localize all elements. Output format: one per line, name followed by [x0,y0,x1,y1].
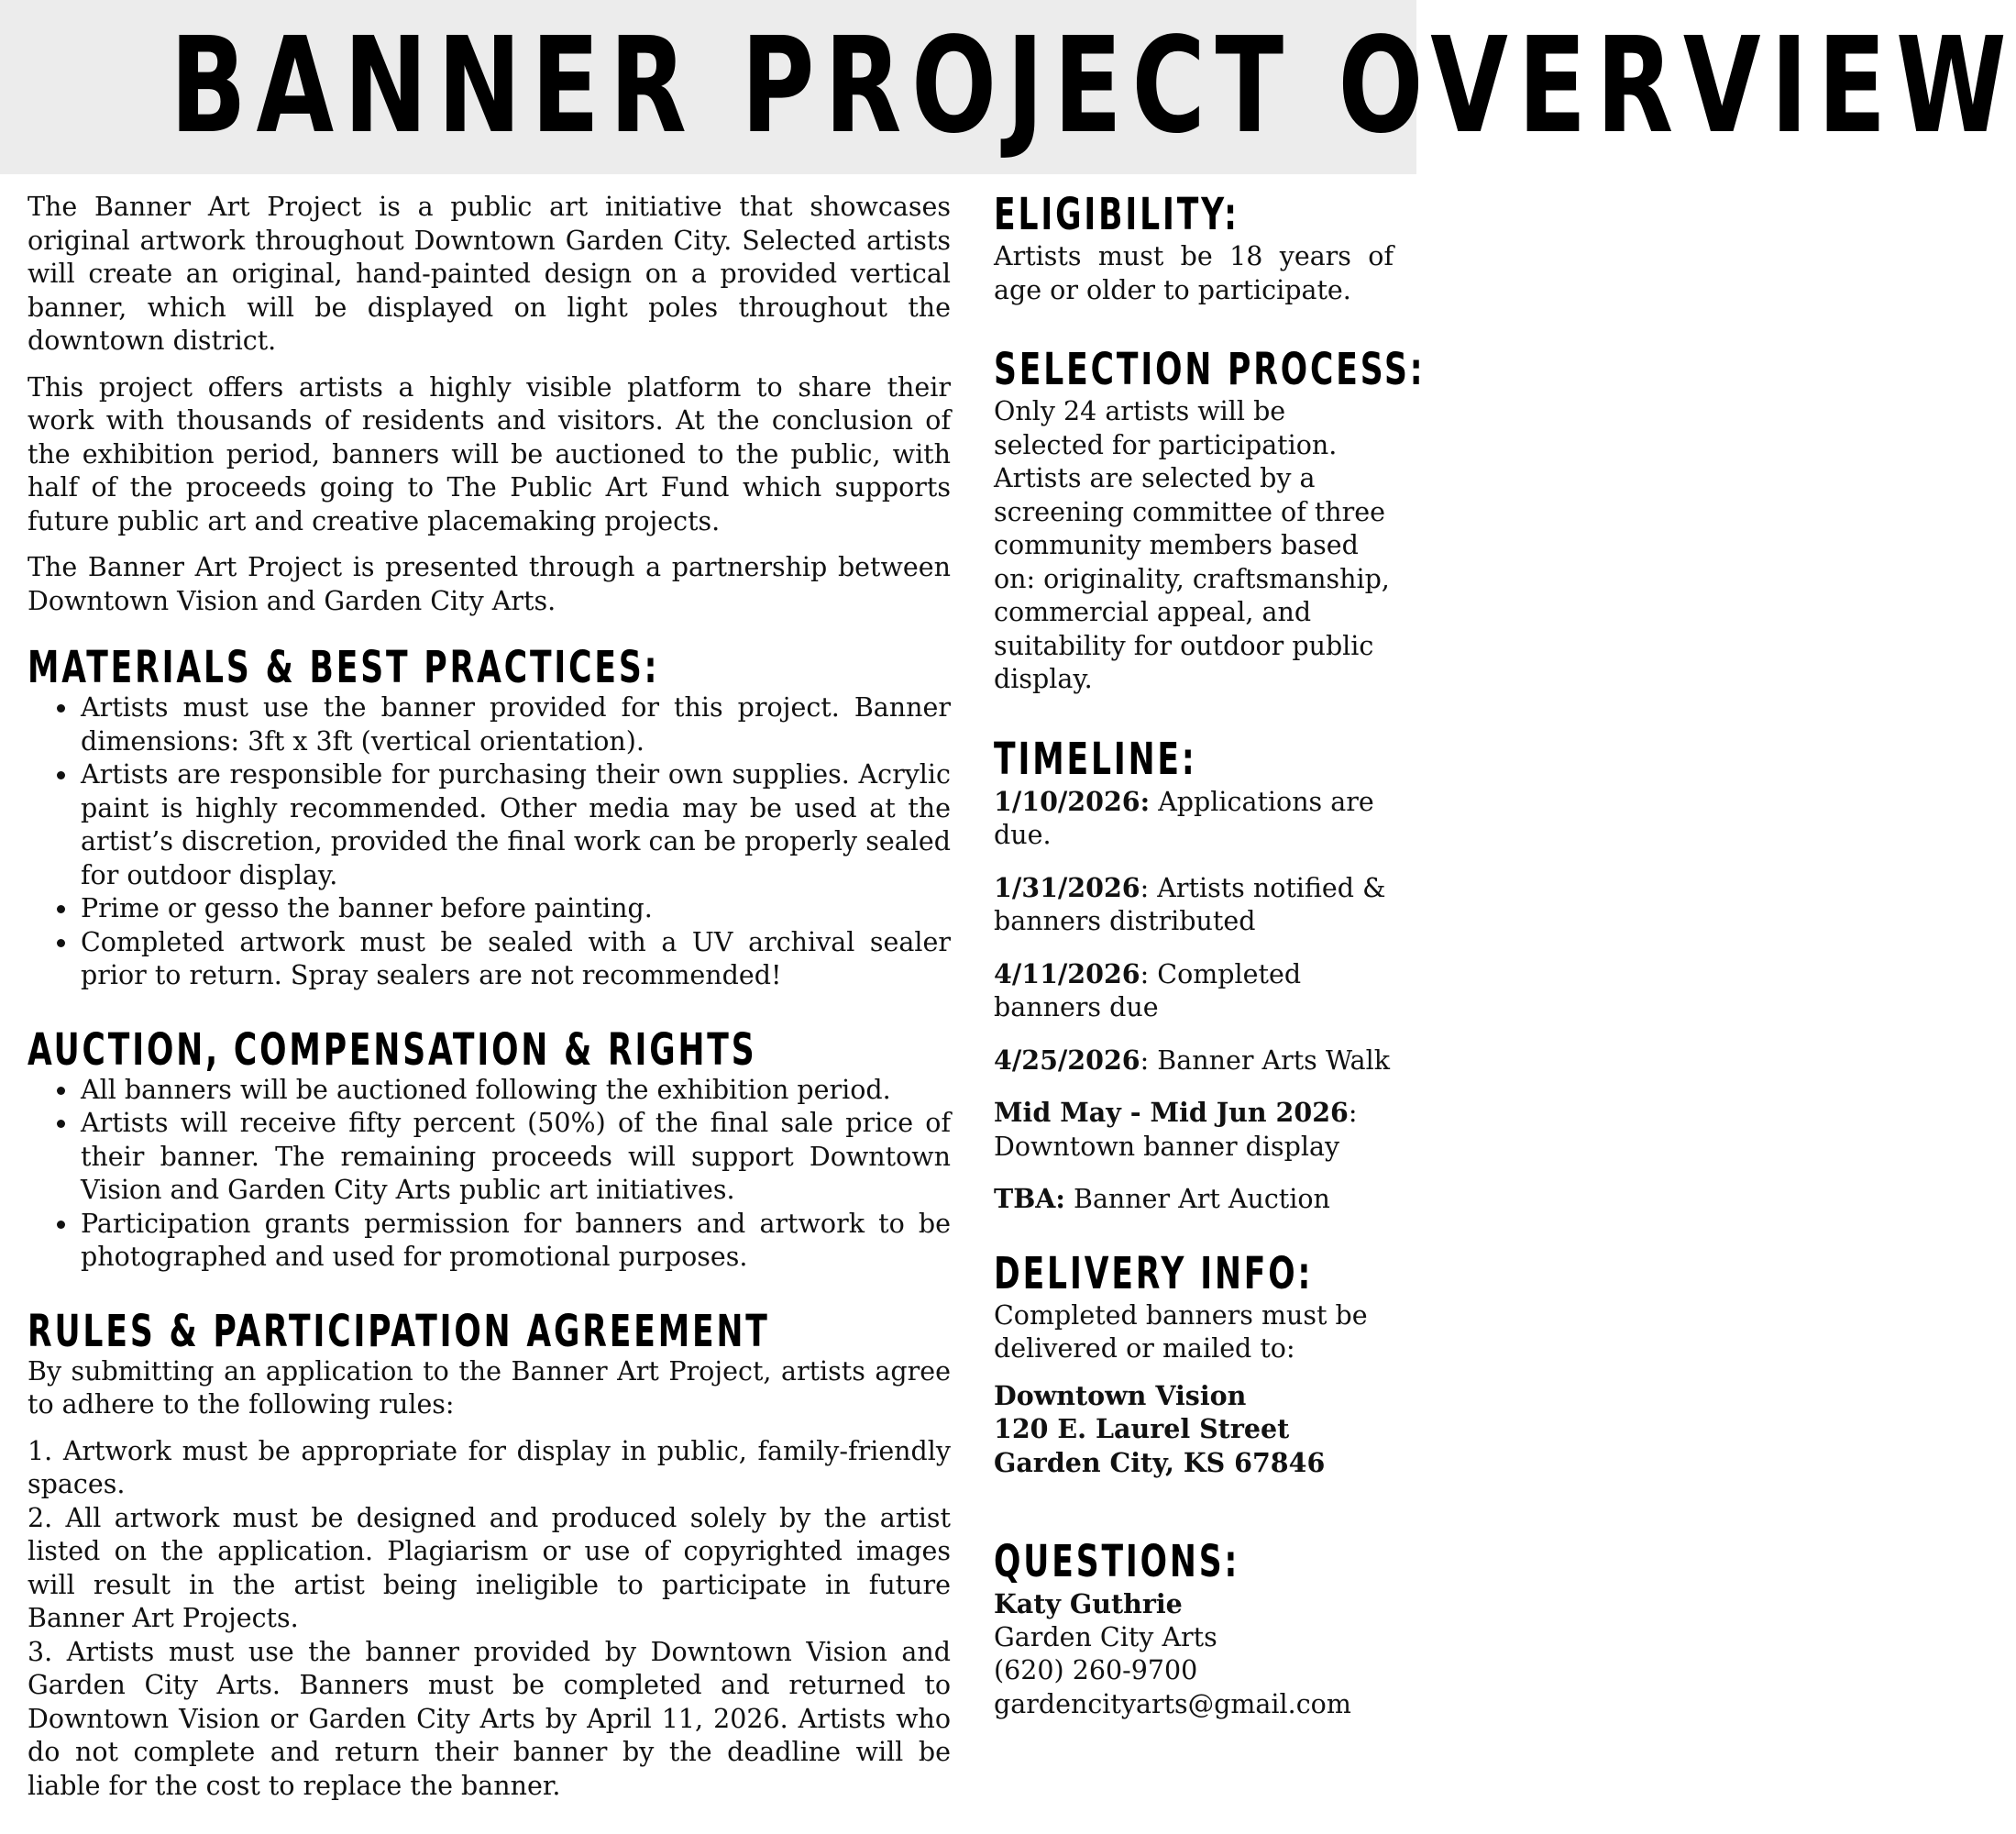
selection-text: Only 24 artists will be selected for participation. Artists are selected by a screening committee of three community members based on: originality, craftsmanship, commercial appeal, and suitability for outdoor public display. [994,396,1390,694]
timeline-text: : Completed banners due [994,958,1302,1022]
rule-item: 1. Artwork must be appropriate for display in public, family-friendly spaces. [28,1435,951,1499]
rule-item: 3. Artists must use the banner provided by Downtown Vision and Garden City Arts. Banners must be completed and returned to Downtown Vision or Garden City Arts by April 11, 2026. Artists who do not complete and return their banner by the deadline will be liable for the cost to replace the banner. [28,1636,951,1801]
address-line: 120 E. Laurel Street [994,1413,1290,1444]
timeline-section [994,735,1394,1217]
timeline-item [994,1044,1394,1078]
contact-name: Katy Guthrie [994,1588,1183,1619]
timeline-item [994,785,1394,853]
timeline-text: : Artists notified & banners distributed [994,872,1386,936]
eligibility-text: Artists must be 18 years of age or older to participate. [994,241,1394,305]
rules-intro: By submitting an application to the Banner Art Project, artists agree to adhere to the following rules: [28,1355,951,1420]
timeline-item [994,871,1394,939]
timeline-text: : Banner Arts Walk [1140,1044,1391,1076]
timeline-heading: TIMELINE: [994,733,1197,785]
timeline-date: TBA: [994,1183,1065,1214]
timeline-date: 1/31/2026 [994,871,1140,903]
intro-paragraph: This project offers artists a highly visible platform to share their work with thousands of residents and visitors. At the conclusion of the exhibition period, banners will be auctioned to the public, with half of the proceeds going to The Public Art Fund which supports future public art and creative placemaking projects. [28,371,951,536]
rules-list [28,1435,951,1804]
timeline-date: Mid May - Mid Jun 2026 [994,1097,1349,1128]
intro-paragraph: The Banner Art Project is a public art initiative that showcases original artwork throughout Downtown Garden City. Selected artists will create an original, hand-painted design on a provided vertical banner, which will be displayed on light poles throughout the downtown district. [28,192,951,356]
timeline-text: Applications are due. [994,786,1374,850]
rules-heading: RULES & PARTICIPATION AGREEMENT [28,1305,770,1357]
right-column [994,189,1426,1721]
delivery-heading: DELIVERY INFO: [994,1247,1314,1299]
list-item: • Artists are responsible for purchasing their own supplies. Acrylic paint is highly recommended. Other media may be used at the artist’s discretion, provided the final work can be properly sealed for outdoor display. [79,758,951,892]
address-line: Downtown Vision [994,1379,1247,1411]
auction-heading: AUCTION, COMPENSATION & RIGHTS [28,1023,757,1076]
eligibility-section [994,191,1394,307]
list-item: • All banners will be auctioned following the exhibition period. [79,1074,951,1108]
list-item: • Prime or gesso the banner before painting. [79,892,951,926]
contact-phone: (620) 260-9700 [994,1655,1198,1685]
list-item: • Artists will receive fifty percent (50%) of the final sale price of their banner. The remaining proceeds will support Downtown Vision and Garden City Arts public art initiatives. [79,1107,951,1208]
delivery-text: Completed banners must be delivered or mailed to: [994,1299,1368,1364]
address-line: Garden City, KS 67846 [994,1446,1326,1478]
questions-section [994,1538,1394,1721]
list-item: • Participation grants permission for banners and artwork to be photographed and used for promotional purposes. [79,1208,951,1275]
questions-heading: QUESTIONS: [994,1536,1240,1587]
title-banner [0,0,2016,174]
rule-item: 2. All artwork must be designed and produced solely by the artist listed on the application. Plagiarism or use of copyrighted images will result in the artist being ineligible to participate in future Banner Art Projects. [28,1502,951,1633]
delivery-section [994,1247,1394,1480]
contact-org: Garden City Arts [994,1621,1217,1652]
timeline-date: 4/25/2026 [994,1044,1140,1076]
delivery-address [994,1379,1394,1480]
intro-paragraph: The Banner Art Project is presented through a partnership between Downtown Vision and Garden City Arts. [28,552,951,616]
timeline-text: : Downtown banner display [994,1098,1358,1162]
materials-list [28,691,951,993]
contact-email: gardencityarts@gmail.com [994,1688,1351,1719]
list-item: • Completed artwork must be sealed with a UV archival sealer prior to return. Spray sealers are not recommended! [79,926,951,993]
eligibility-heading: ELIGIBILITY: [994,189,1239,240]
page-title: BANNER PROJECT OVERVIEW [170,8,2016,162]
auction-list [28,1074,951,1275]
timeline-text: Banner Art Auction [1064,1184,1330,1214]
timeline-date: 1/10/2026: [994,785,1151,817]
selection-heading: SELECTION PROCESS: [994,344,1426,395]
timeline-item [994,957,1394,1025]
materials-heading: MATERIALS & BEST PRACTICES: [28,642,660,693]
left-column [28,191,951,1803]
selection-section [994,344,1426,697]
timeline-item [994,1182,1394,1217]
timeline-item [994,1096,1394,1164]
list-item: • Artists must use the banner provided for this project. Banner dimensions: 3ft x 3ft (vertical orientation). [79,691,951,758]
timeline-date: 4/11/2026 [994,957,1140,989]
